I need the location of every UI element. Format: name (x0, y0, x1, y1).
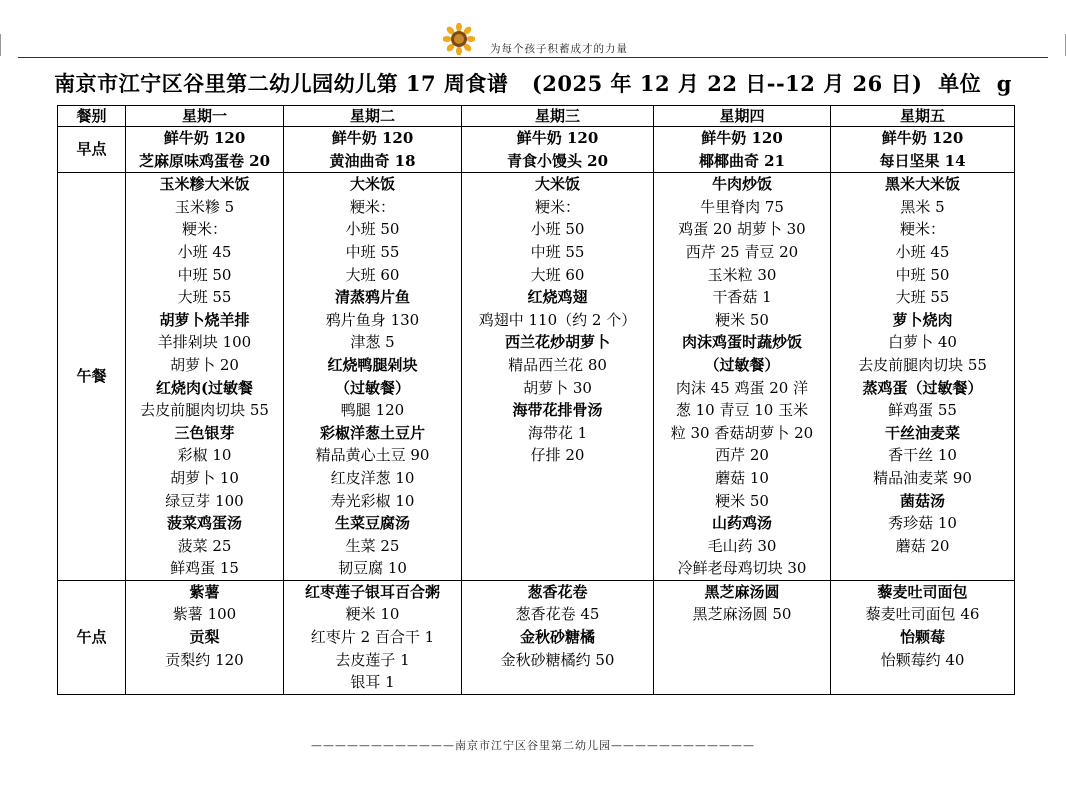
dish-name: 怡颗莓 (899, 628, 945, 647)
ingredient-line: 小班 45 (177, 242, 232, 261)
ingredient-line: 西芹 25 青豆 20 (685, 242, 799, 261)
ingredient-line: 怡颗莓约 40 (880, 650, 965, 669)
ingredient-line: 精品西兰花 80 (508, 355, 607, 374)
ingredient-line: 去皮前腿肉切块 55 (858, 355, 987, 374)
page-title: 南京市江宁区谷里第二幼儿园幼儿第 17 周食谱 (2025 年 12 月 22 日--12 月 26 日) 单位 g (54, 71, 1012, 96)
dish-name: 黑芝麻汤圆 (704, 582, 780, 601)
dish-name: 肉沫鸡蛋时蔬炒饭 (681, 333, 802, 352)
dish-name: 山药鸡汤 (711, 514, 772, 533)
ingredient-line: 红枣片 2 百合干 1 (310, 628, 435, 647)
ingredient-line: 大班 60 (345, 265, 400, 284)
dish-name: 椰椰曲奇 21 (698, 151, 786, 170)
ingredient-line: 大班 55 (177, 288, 232, 307)
menu-cell (462, 580, 654, 694)
col-header-day: 星期四 (654, 106, 831, 127)
dish-name: 鲜牛奶 120 (163, 129, 246, 147)
dish-name: 彩椒洋葱土豆片 (319, 423, 425, 442)
ingredient-line: 粒 30 香菇胡萝卜 20 (670, 423, 814, 442)
menu-cell (654, 127, 831, 173)
ingredient-line: 干香菇 1 (712, 288, 772, 307)
dish-name: （过敏餐） (334, 378, 410, 397)
ingredient-line: 西芹 20 (715, 446, 769, 465)
ingredient-line: 中班 55 (530, 242, 585, 261)
ingredient-line: 胡萝卜 20 (170, 355, 239, 374)
ingredient-line: 津葱 5 (350, 333, 395, 352)
table-header-row (58, 106, 1015, 127)
col-header-day: 星期一 (126, 106, 284, 127)
ingredient-line: 玉米糁 5 (174, 197, 235, 216)
dish-name: （过敏餐） (704, 355, 780, 374)
ingredient-line: 金秋砂糖橘约 50 (500, 650, 615, 669)
dish-name: 黄油曲奇 18 (329, 151, 416, 170)
page-corner-right (1057, 34, 1066, 56)
dish-name: 清蒸鸦片鱼 (334, 288, 410, 307)
dish-name: 胡萝卜烧羊排 (159, 310, 250, 329)
meal-label: 午点 (58, 580, 126, 694)
dish-name: 红烧鸡翅 (527, 288, 588, 307)
col-header-day: 星期三 (462, 106, 654, 127)
dish-name: 菠菜鸡蛋汤 (166, 514, 242, 533)
dish-name: 大米饭 (349, 175, 395, 194)
dish-name: 三色银芽 (174, 423, 235, 442)
table-row (58, 173, 1015, 581)
ingredient-line: 胡萝卜 30 (523, 378, 592, 397)
menu-cell (831, 127, 1015, 173)
dish-name: 青食小馒头 20 (506, 151, 609, 170)
ingredient-line: 去皮前腿肉切块 55 (140, 401, 269, 420)
dish-name: 菌菇汤 (899, 491, 945, 510)
ingredient-line: 菠菜 25 (177, 536, 232, 555)
ingredient-line: 彩椒 10 (177, 446, 232, 465)
ingredient-line: 红皮洋葱 10 (330, 468, 415, 487)
menu-cell (831, 580, 1015, 694)
menu-cell (831, 173, 1015, 581)
table-row (58, 127, 1015, 173)
ingredient-line: 小班 50 (530, 220, 585, 239)
dish-name: 干丝油麦菜 (884, 423, 960, 442)
menu-cell (284, 580, 462, 694)
ingredient-line: 大班 60 (530, 265, 585, 284)
dish-name: 红烧鸭腿剁块 (327, 355, 418, 374)
dish-name: 金秋砂糖橘 (519, 628, 595, 647)
menu-cell (284, 173, 462, 581)
ingredient-line: 粳米 50 (715, 310, 769, 329)
meal-label: 早点 (58, 127, 126, 173)
ingredient-line: 葱香花卷 45 (515, 605, 600, 624)
ingredient-line: 去皮莲子 1 (335, 650, 410, 669)
ingredient-line: 精品黄心土豆 90 (315, 446, 430, 465)
ingredient-line: 小班 50 (345, 220, 400, 239)
ingredient-line: 中班 55 (345, 242, 400, 261)
ingredient-line: 粳米： (181, 220, 227, 239)
ingredient-line: 粳米： (899, 220, 945, 239)
ingredient-line: 紫薯 100 (172, 605, 237, 624)
col-header-day: 星期五 (831, 106, 1015, 127)
menu-cell (126, 580, 284, 694)
dish-name: 鲜牛奶 120 (331, 129, 414, 147)
dish-name: 葱香花卷 (527, 582, 588, 601)
col-header-day: 星期二 (284, 106, 462, 127)
ingredient-line: 中班 50 (895, 265, 950, 284)
dish-name: 海带花排骨汤 (512, 401, 603, 420)
menu-cell (462, 173, 654, 581)
ingredient-line: 鸭腿 120 (340, 401, 405, 420)
ingredient-line: 鸡翅中 110（约 2 个） (478, 310, 637, 329)
menu-cell (654, 580, 831, 694)
ingredient-line: 玉米粒 30 (707, 265, 777, 284)
ingredient-line: 羊排剁块 100 (157, 333, 252, 352)
ingredient-line: 蘑菇 20 (895, 536, 950, 555)
menu-cell (654, 173, 831, 581)
ingredient-line: 韧豆腐 10 (338, 559, 407, 578)
ingredient-line: 黑米 5 (900, 197, 945, 216)
ingredient-line: 粳米 10 (345, 605, 400, 624)
dish-name: 大米饭 (534, 175, 580, 194)
ingredient-line: 大班 55 (895, 288, 950, 307)
dish-name: 玉米糁大米饭 (159, 175, 250, 194)
ingredient-line: 白萝卜 40 (888, 333, 957, 352)
dish-name: 蒸鸡蛋（过敏餐） (862, 378, 983, 397)
ingredient-line: 鲜鸡蛋 15 (170, 559, 239, 578)
ingredient-line: 银耳 1 (350, 673, 395, 692)
menu-table (57, 105, 1015, 695)
dish-name: 鲜牛奶 120 (881, 129, 964, 147)
ingredient-line: 小班 45 (895, 242, 950, 261)
menu-cell (284, 127, 462, 173)
ingredient-line: 鸦片鱼身 130 (325, 310, 420, 329)
dish-name: 红烧肉(过敏餐 (155, 378, 254, 397)
ingredient-line: 贡梨约 120 (165, 650, 244, 669)
page-footer: ————————————南京市江宁区谷里第二幼儿园———————————— (311, 739, 755, 752)
ingredient-line: 粳米： (534, 197, 580, 216)
ingredient-line: 粳米： (349, 197, 395, 216)
ingredient-line: 鲜鸡蛋 55 (888, 401, 957, 420)
ingredient-line: 肉沫 45 鸡蛋 20 洋 (675, 378, 809, 397)
ingredient-line: 毛山药 30 (707, 536, 777, 555)
dish-name: 牛肉炒饭 (711, 175, 772, 194)
menu-cell (462, 127, 654, 173)
header-slogan: 为每个孩子积蓄成才的力量 (490, 43, 628, 55)
dish-name: 红枣莲子银耳百合粥 (304, 582, 440, 601)
ingredient-line: 绿豆芽 100 (165, 491, 244, 510)
dish-name: 黑米大米饭 (884, 175, 960, 194)
dish-name: 鲜牛奶 120 (516, 129, 599, 147)
ingredient-line: 生菜 25 (345, 536, 400, 555)
ingredient-line: 海带花 1 (527, 423, 588, 442)
dish-name: 西兰花炒胡萝卜 (504, 333, 610, 352)
ingredient-line: 葱 10 青豆 10 玉米 (675, 401, 809, 420)
ingredient-line: 藜麦吐司面包 46 (865, 605, 980, 624)
dish-name: 鲜牛奶 120 (701, 129, 783, 147)
dish-name: 芝麻原味鸡蛋卷 20 (138, 151, 271, 170)
ingredient-line: 中班 50 (177, 265, 232, 284)
menu-cell (126, 173, 284, 581)
header-divider (18, 57, 1048, 58)
dish-name: 藜麦吐司面包 (877, 582, 968, 601)
ingredient-line: 秀珍菇 10 (888, 514, 957, 533)
page-corner-left (0, 34, 9, 56)
dish-name: 紫薯 (189, 582, 220, 601)
sunflower-logo-icon (443, 23, 475, 55)
ingredient-line: 粳米 50 (715, 491, 769, 510)
dish-name: 萝卜烧肉 (892, 310, 953, 329)
ingredient-line: 寿光彩椒 10 (330, 491, 415, 510)
dish-name: 生菜豆腐汤 (334, 514, 410, 533)
table-row (58, 580, 1015, 694)
ingredient-line: 香干丝 10 (888, 446, 957, 465)
dish-name: 贡梨 (189, 628, 220, 647)
meal-label: 午餐 (58, 173, 126, 581)
ingredient-line: 牛里脊肉 75 (700, 197, 784, 216)
ingredient-line: 胡萝卜 10 (170, 468, 239, 487)
ingredient-line: 精品油麦菜 90 (873, 468, 972, 487)
ingredient-line: 冷鲜老母鸡切块 30 (677, 559, 807, 578)
menu-cell (126, 127, 284, 173)
ingredient-line: 蘑菇 10 (715, 468, 769, 487)
ingredient-line: 黑芝麻汤圆 50 (692, 605, 792, 624)
col-header-meal: 餐别 (58, 106, 126, 127)
dish-name: 每日坚果 14 (879, 151, 966, 170)
ingredient-line: 仔排 20 (530, 446, 585, 465)
ingredient-line: 鸡蛋 20 胡萝卜 30 (678, 220, 806, 239)
